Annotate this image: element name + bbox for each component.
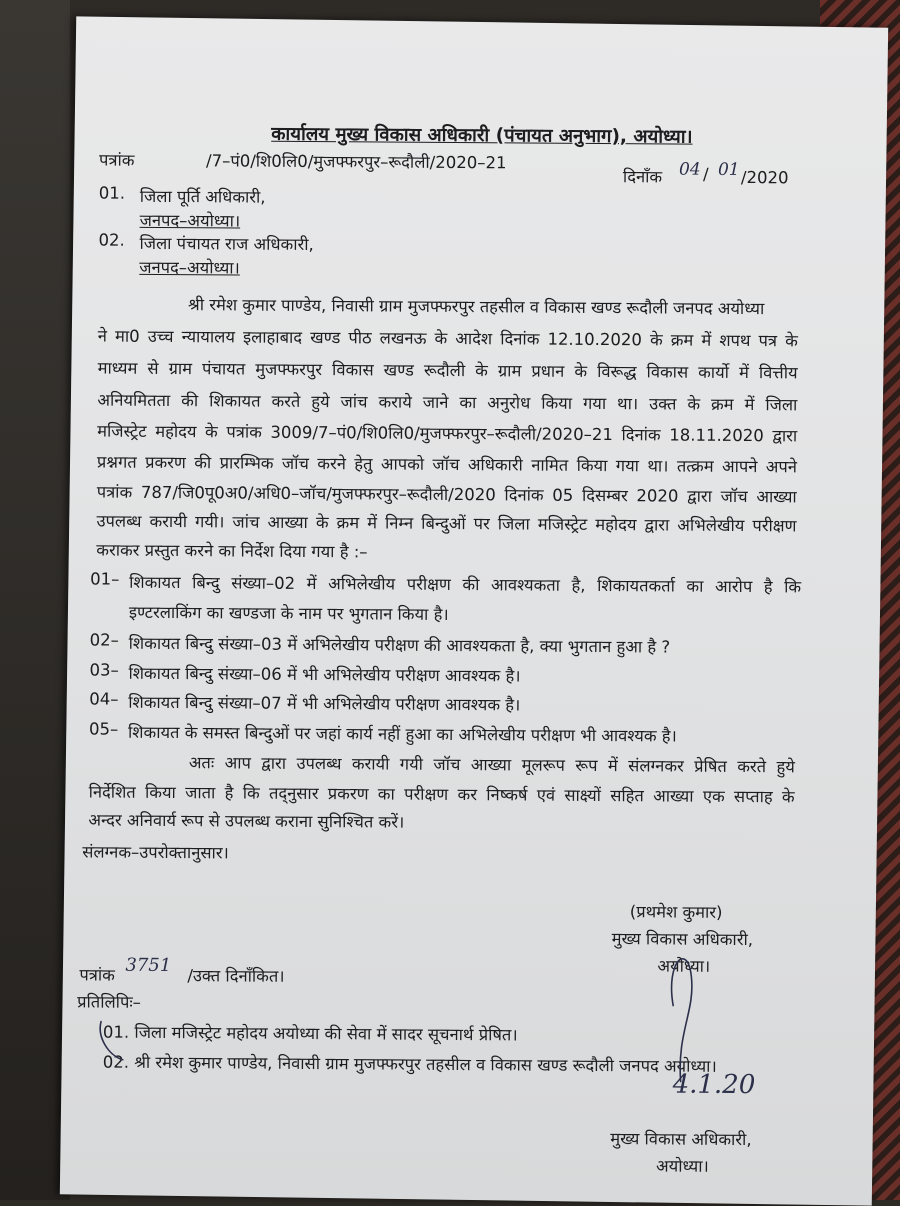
point-1-line-2: इण्टरलाकिंग का खण्डजा के नाम पर भुगतान किया है।: [128, 602, 449, 624]
point-3-number: 03–: [89, 660, 119, 680]
point-2-number: 02–: [89, 630, 120, 650]
recipient-1-number: 01.: [98, 183, 126, 203]
date-slash-1: /: [702, 164, 709, 184]
ref-label: पत्रांक: [98, 150, 135, 170]
recipient-2-title: जिला पंचायत राज अधिकारी,: [139, 233, 314, 255]
enclosure-note: संलग्नक–उपरोक्तानुसार।: [82, 842, 229, 863]
copy-item-1: 01. जिला मजिस्ट्रेट महोदय अयोध्या की सेवा में सादर सूचनार्थ प्रेषित।: [102, 1022, 518, 1045]
para2-line-1: अतः आप द्वारा उपलब्ध करायी गयी जॉच आख्या मूलरूप रूप में संलग्नकर प्रेषित करते हुये: [188, 753, 795, 777]
para1-line-4: अनियमितता की शिकायत करते हुये जांच कराये जाने का अनुरोध किया गया था। उक्त के क्रम में जिला: [97, 390, 798, 415]
handwritten-initials-date: 4.1.20: [672, 1069, 756, 1101]
para1-line-3: माध्यम से ग्राम पंचायत मुजफ्फरपुर विकास खण्ड रूदौली के ग्राम प्रधान के विरूद्ध विकास कार्यो में वित्तीय: [97, 358, 798, 383]
date-year: /2020: [740, 168, 789, 188]
para1-line-9: कराकर प्रस्तुत करने का निर्देश दिया गया है :–: [96, 540, 368, 562]
signatory-place: अयोध्या।: [657, 956, 711, 976]
point-5-number: 05–: [89, 719, 119, 739]
para2-line-2: निर्देशित किया जाता है कि तद्नुसार प्रकरण का परीक्षण कर निष्कर्ष एवं साक्ष्यों सहित आख्या एक सप्ताह के: [88, 782, 795, 807]
para1-line-1: श्री रमेश कुमार पाण्डेय, निवासी ग्राम मुजफ्फरपुर तहसील व विकास खण्ड रूदौली जनपद अयोध्या: [187, 295, 765, 319]
para1-line-5: मजिस्ट्रेट महोदय के पत्रांक 3009/7–पं0/शि0लि0/मुजफ्फरपुर–रूदौली/2020–21 दिनांक 18.11.2020 द्वारा: [97, 421, 798, 446]
signature-loop-stroke: [671, 959, 692, 1082]
recipient-2-number: 02.: [98, 230, 125, 250]
para1-line-6: प्रश्नगत प्रकरण की प्रारम्भिक जॉच करने हेतु आपको जॉच अधिकारी नामित किया गया था। तत्क्रम आपने अपने: [96, 452, 798, 477]
recipient-1-title: जिला पूर्ति अधिकारी,: [139, 186, 266, 207]
footer-place: अयोध्या।: [655, 1156, 709, 1176]
date-month: 01: [717, 159, 740, 181]
para2-line-3: अन्दर अनिवार्य रूप से उपलब्ध कराना सुनिश्चित करें।: [88, 810, 405, 832]
office-title: कार्यालय मुख्य विकास अधिकारी (पंचायत अनुभाग), अयोध्या।: [271, 123, 693, 148]
footer-designation: मुख्य विकास अधिकारी,: [610, 1129, 752, 1150]
copy-ref-label: पत्रांक: [79, 965, 115, 985]
copy-ref-suffix: /उक्त दिनाँकित।: [187, 966, 285, 986]
point-4-line-1: शिकायत बिन्दु संख्या–07 में भी अभिलेखीय परीक्षण आवश्यक है।: [128, 692, 521, 715]
point-3-line-1: शिकायत बिन्दु संख्या–06 में भी अभिलेखीय परीक्षण आवश्यक है।: [128, 663, 521, 686]
point-1-number: 01–: [90, 569, 120, 589]
point-5-line-1: शिकायत के समस्त बिन्दुओं पर जहां कार्य नहीं हुआ का अभिलेखीय परीक्षण भी आवश्यक है।: [128, 722, 677, 746]
point-1-line-1: शिकायत बिन्दु संख्या–02 में अभिलेखीय परीक्षण की आवश्यकता है, शिकायतकर्ता का आरोप है कि: [129, 572, 802, 597]
date-label: दिनाँक: [622, 167, 663, 187]
recipient-2-district: जनपद–अयोध्या।: [139, 257, 240, 278]
copy-ref-number: 3751: [125, 954, 172, 977]
date-day: 04: [678, 159, 701, 180]
ref-number: /7–पं0/शि0लि0/मुजफ्फरपुर–रूदौली/2020–21: [205, 151, 507, 173]
signatory-designation: मुख्य विकास अधिकारी,: [611, 929, 754, 950]
para1-line-7: पत्रांक 787/जि0पू0अ0/अधि0–जॉच/मुजफ्फरपुर–रूदौली/2020 दिनांक 05 दिसम्बर 2020 द्वारा जॉच आख्या: [96, 482, 797, 507]
para1-line-8: उपलब्ध करायी गयी। जांच आख्या के क्रम में निम्न बिन्दुओं पर जिला मजिस्ट्रेट महोदय द्वारा अभिलेखीय परीक्षण: [96, 511, 797, 536]
copy-tick-mark: [100, 1022, 123, 1060]
recipient-1-district: जनपद–अयोध्या।: [139, 210, 241, 231]
point-4-number: 04–: [89, 689, 119, 709]
copy-label: प्रतिलिपिः–: [77, 992, 142, 1012]
signatory-name: (प्रथमेश कुमार): [629, 902, 723, 922]
para1-line-2: ने मा0 उच्च न्यायालय इलाहाबाद खण्ड पीठ लखनऊ के आदेश दिनांक 12.10.2020 के क्रम में शपथ पत्र के: [97, 326, 798, 351]
copy-item-2: 02. श्री रमेश कुमार पाण्डेय, निवासी ग्राम मुजफ्फरपुर तहसील व विकास खण्ड रूदौली जनपद अयोध्या।: [102, 1052, 717, 1076]
point-2-line-1: शिकायत बिन्दु संख्या–03 में अभिलेखीय परीक्षण की आवश्यकता है, क्या भुगतान हुआ है ?: [128, 633, 671, 657]
